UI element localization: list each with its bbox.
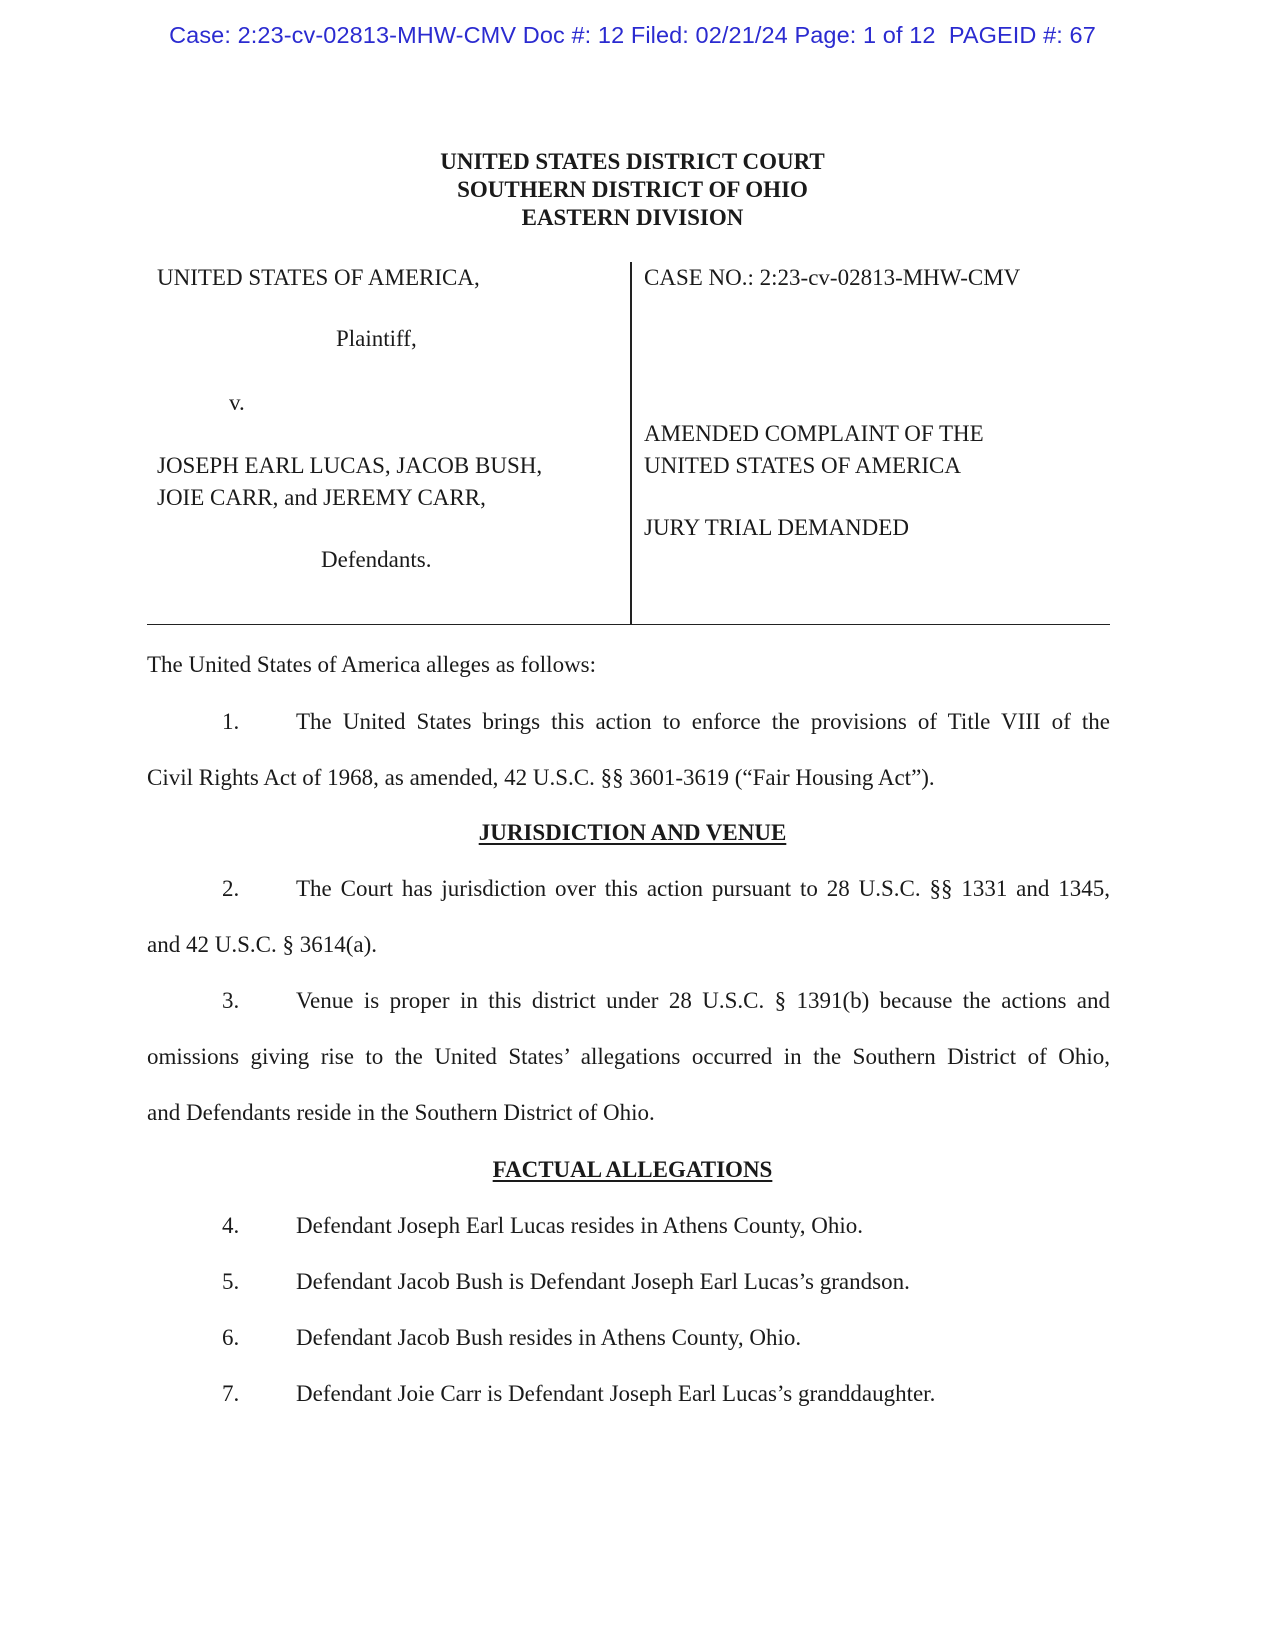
court-division: EASTERN DIVISION xyxy=(521,205,744,230)
paragraph-number: 4. xyxy=(222,1213,240,1238)
defendants-names-line1: JOSEPH EARL LUCAS, JACOB BUSH, xyxy=(157,453,543,478)
case-number: CASE NO.: 2:23-cv-02813-MHW-CMV xyxy=(644,265,1021,290)
court-name: UNITED STATES DISTRICT COURT xyxy=(440,149,825,174)
paragraph-number: 5. xyxy=(222,1269,240,1294)
paragraph-number: 2. xyxy=(222,876,240,901)
caption-divider xyxy=(630,262,632,624)
defendants-label: Defendants. xyxy=(321,547,432,572)
jury-demand: JURY TRIAL DEMANDED xyxy=(644,515,909,540)
document-title-line2: UNITED STATES OF AMERICA xyxy=(644,453,961,478)
versus: v. xyxy=(229,390,245,415)
plaintiff-label: Plaintiff, xyxy=(336,326,417,351)
paragraph-1-line1: The United States brings this action to enforce the provisions of Title VIII of the xyxy=(296,709,1110,734)
intro-text: The United States of America alleges as follows: xyxy=(147,652,597,677)
paragraph-number: 6. xyxy=(222,1325,240,1350)
paragraph-number: 7. xyxy=(222,1381,240,1406)
court-heading xyxy=(0,148,1265,232)
paragraph-number: 3. xyxy=(222,988,240,1013)
paragraph-2-line2: and 42 U.S.C. § 3614(a). xyxy=(147,932,377,957)
section-heading-factual: FACTUAL ALLEGATIONS xyxy=(492,1157,773,1182)
paragraph-7-text: Defendant Joie Carr is Defendant Joseph Earl Lucas’s granddaughter. xyxy=(296,1381,936,1406)
paragraph-1-line2: Civil Rights Act of 1968, as amended, 42 U.S.C. §§ 3601-3619 (“Fair Housing Act”). xyxy=(147,765,935,790)
filing-stamp: Case: 2:23-cv-02813-MHW-CMV Doc #: 12 Filed: 02/21/24 Page: 1 of 12 PAGEID #: 67 xyxy=(169,22,1096,48)
plaintiff-name: UNITED STATES OF AMERICA, xyxy=(157,265,480,290)
section-heading-jurisdiction: JURISDICTION AND VENUE xyxy=(478,820,787,845)
paragraph-4-text: Defendant Joseph Earl Lucas resides in Athens County, Ohio. xyxy=(296,1213,864,1238)
paragraph-6-text: Defendant Jacob Bush resides in Athens County, Ohio. xyxy=(296,1325,802,1350)
paragraph-number: 1. xyxy=(222,709,240,734)
court-district: SOUTHERN DISTRICT OF OHIO xyxy=(457,177,808,202)
paragraph-3-line2: omissions giving rise to the United States’ allegations occurred in the Southern District of Ohio, xyxy=(147,1044,1110,1069)
case-caption xyxy=(147,262,1110,625)
defendants-names-line2: JOIE CARR, and JEREMY CARR, xyxy=(157,485,486,510)
paragraph-3-line3: and Defendants reside in the Southern District of Ohio. xyxy=(147,1100,655,1125)
document-title-line1: AMENDED COMPLAINT OF THE xyxy=(644,421,984,446)
paragraph-5-text: Defendant Jacob Bush is Defendant Joseph Earl Lucas’s grandson. xyxy=(296,1269,910,1294)
paragraph-3-line1: Venue is proper in this district under 28 U.S.C. § 1391(b) because the actions and xyxy=(296,988,1110,1013)
paragraph-2-line1: The Court has jurisdiction over this action pursuant to 28 U.S.C. §§ 1331 and 1345, xyxy=(296,876,1110,901)
